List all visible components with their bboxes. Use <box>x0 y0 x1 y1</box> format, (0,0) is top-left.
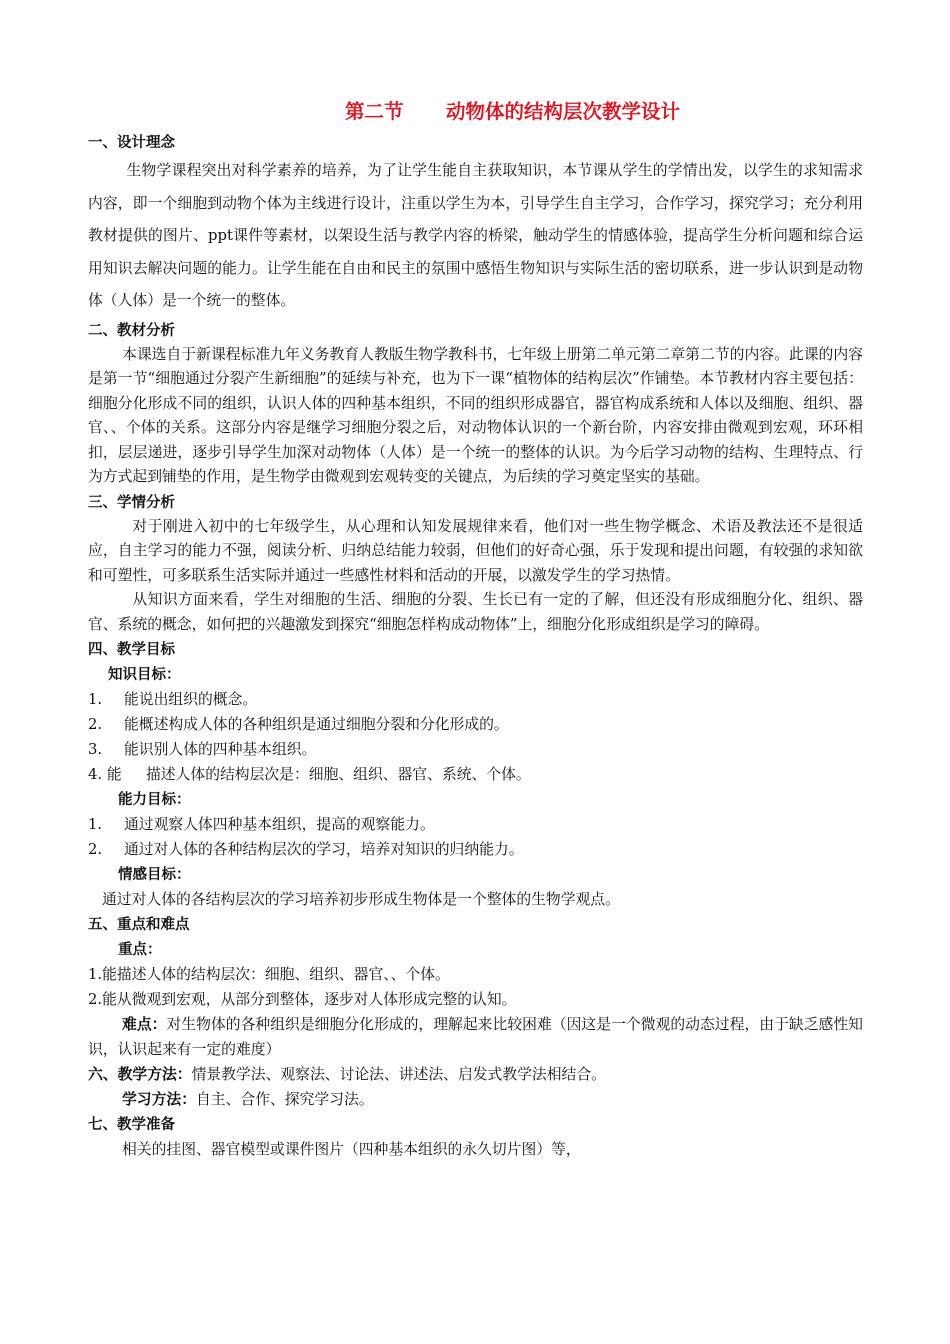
list-number: 2. <box>88 716 103 733</box>
ability-goals-label: 能力目标： <box>118 791 191 808</box>
list-number: 4. 能 <box>88 766 122 783</box>
list-text: 描述人体的结构层次是：细胞、组织、器官、系统、个体。 <box>146 766 531 783</box>
list-text: 通过对人体的各种结构层次的学习，培养对知识的归纳能力。 <box>124 841 524 858</box>
heading-teaching-preparation: 七、教学准备 <box>88 1116 175 1133</box>
heading-student-analysis: 三、学情分析 <box>88 493 175 511</box>
document-page <box>88 96 863 1162</box>
teaching-methods <box>88 1062 863 1087</box>
student-analysis-paragraph-1: 对于刚进入初中的七年级学生，从心理和认知发展规律来看，他们对一些生物学概念、术语及教法还不是很适应，自主学习的能力不强，阅读分析、归纳总结能力较弱，但他们的好奇心强，乐于发现和提出问题，有较强的求知欲和可塑性，可多联系生活实际并通过一些感性材料和活动的开展，以激发学生的学习热情。 <box>88 517 863 584</box>
list-item <box>88 712 863 737</box>
emotion-goals-label: 情感目标： <box>118 866 191 883</box>
list-item <box>88 812 863 837</box>
title-section-number: 第二节 <box>345 100 404 123</box>
key-points-label: 重点： <box>118 941 162 958</box>
emotion-goals-text: 通过对人体的各结构层次的学习培养初步形成生物体是一个整体的生物学观点。 <box>102 891 620 908</box>
list-number: 1. <box>88 816 103 833</box>
design-concept-paragraph: 生物学课程突出对科学素养的培养，为了让学生能自主获取知识，本节课从学生的学情出发，以学生的求知需求内容，即一个细胞到动物个体为主线进行设计，注重以学生为本，引导学生自主学习，合作学习，探究学习；充分利用教材提供的图片、ppt课件等素材，以架设生活与教学内容的桥梁，触动学生的情感体验，提高学生分析问题和综合运用知识去解决问题的能力。让学生能在自由和民主的氛围中感悟生物知识与实际生活的密切联系，进一步认识到是动物体（人体）是一个统一的整体。 <box>88 162 863 309</box>
difficult-points-label: 难点： <box>122 1016 167 1033</box>
title-text: 动物体的结构层次教学设计 <box>446 100 681 123</box>
document-title <box>88 96 863 130</box>
difficult-points-text: 对生物体的各种组织是细胞分化形成的，理解起来比较困难（因这是一个微观的动态过程，由于缺乏感性知识，认识起来有一定的难度） <box>88 1016 863 1058</box>
difficult-points <box>88 1012 863 1062</box>
list-item <box>88 687 863 712</box>
key-point-item: 2.能从微观到宏观，从部分到整体，逐步对人体形成完整的认知。 <box>88 991 517 1008</box>
heading-key-difficult: 五、重点和难点 <box>88 916 190 933</box>
list-item <box>88 837 863 862</box>
list-text: 能识别人体的四种基本组织。 <box>124 741 317 758</box>
heading-teaching-goals: 四、教学目标 <box>88 641 175 658</box>
list-number: 3. <box>88 741 103 758</box>
teaching-methods-text: 情景教学法、观察法、讨论法、讲述法、启发式教学法相结合。 <box>191 1066 606 1083</box>
study-methods <box>88 1087 863 1112</box>
heading-textbook-analysis: 二、教材分析 <box>88 321 175 339</box>
list-item <box>88 737 863 762</box>
heading-design-concept: 一、设计理念 <box>88 134 175 151</box>
heading-teaching-methods: 六、教学方法： <box>88 1066 192 1083</box>
teaching-preparation-text: 相关的挂图、器官模型或课件图片（四种基本组织的永久切片图）等， <box>122 1141 581 1158</box>
knowledge-goals-label: 知识目标： <box>108 666 181 683</box>
list-text: 能说出组织的概念。 <box>124 691 258 708</box>
list-number: 2. <box>88 841 103 858</box>
list-item <box>88 762 863 787</box>
study-methods-text: 自主、合作、探究学习法。 <box>196 1091 374 1108</box>
textbook-analysis-paragraph: 本课选自于新课程标准九年义务教育人教版生物学教科书，七年级上册第二单元第二章第二节的内容。此课的内容是第一节“细胞通过分裂产生新细胞”的延续与补充，也为下一课“植物体的结构层次”作铺垫。本节教材内容主要包括：细胞分化形成不同的组织，认识人体的四种基本组织，不同的组织形成器官，器官构成系统和人体以及细胞、组织、器官、、个体的关系。这部分内容是继学习细胞分裂之后，对动物体认识的一个新台阶，内容安排由微观到宏观，环环相扣，层层递进，逐步引导学生加深对动物体（人体）是一个统一的整体的认识。为今后学习动物的结构、生理特点、行为方式起到铺垫的作用，是生物学由微观到宏观转变的关键点，为后续的学习奠定坚实的基础。 <box>88 345 863 485</box>
list-text: 能概述构成人体的各种组织是通过细胞分裂和分化形成的。 <box>124 716 509 733</box>
student-analysis-paragraph-2: 从知识方面来看，学生对细胞的生活、细胞的分裂、生长已有一定的了解，但还没有形成细胞分化、组织、器官、系统的概念，如何把的兴趣激发到探究“细胞怎样构成动物体”上，细胞分化形成组织是学习的障碍。 <box>88 591 863 633</box>
study-methods-label: 学习方法： <box>122 1091 196 1108</box>
list-text: 通过观察人体四种基本组织，提高的观察能力。 <box>124 816 435 833</box>
key-point-item: 1.能描述人体的结构层次：细胞、组织、器官、、个体。 <box>88 966 450 983</box>
list-number: 1. <box>88 691 103 708</box>
